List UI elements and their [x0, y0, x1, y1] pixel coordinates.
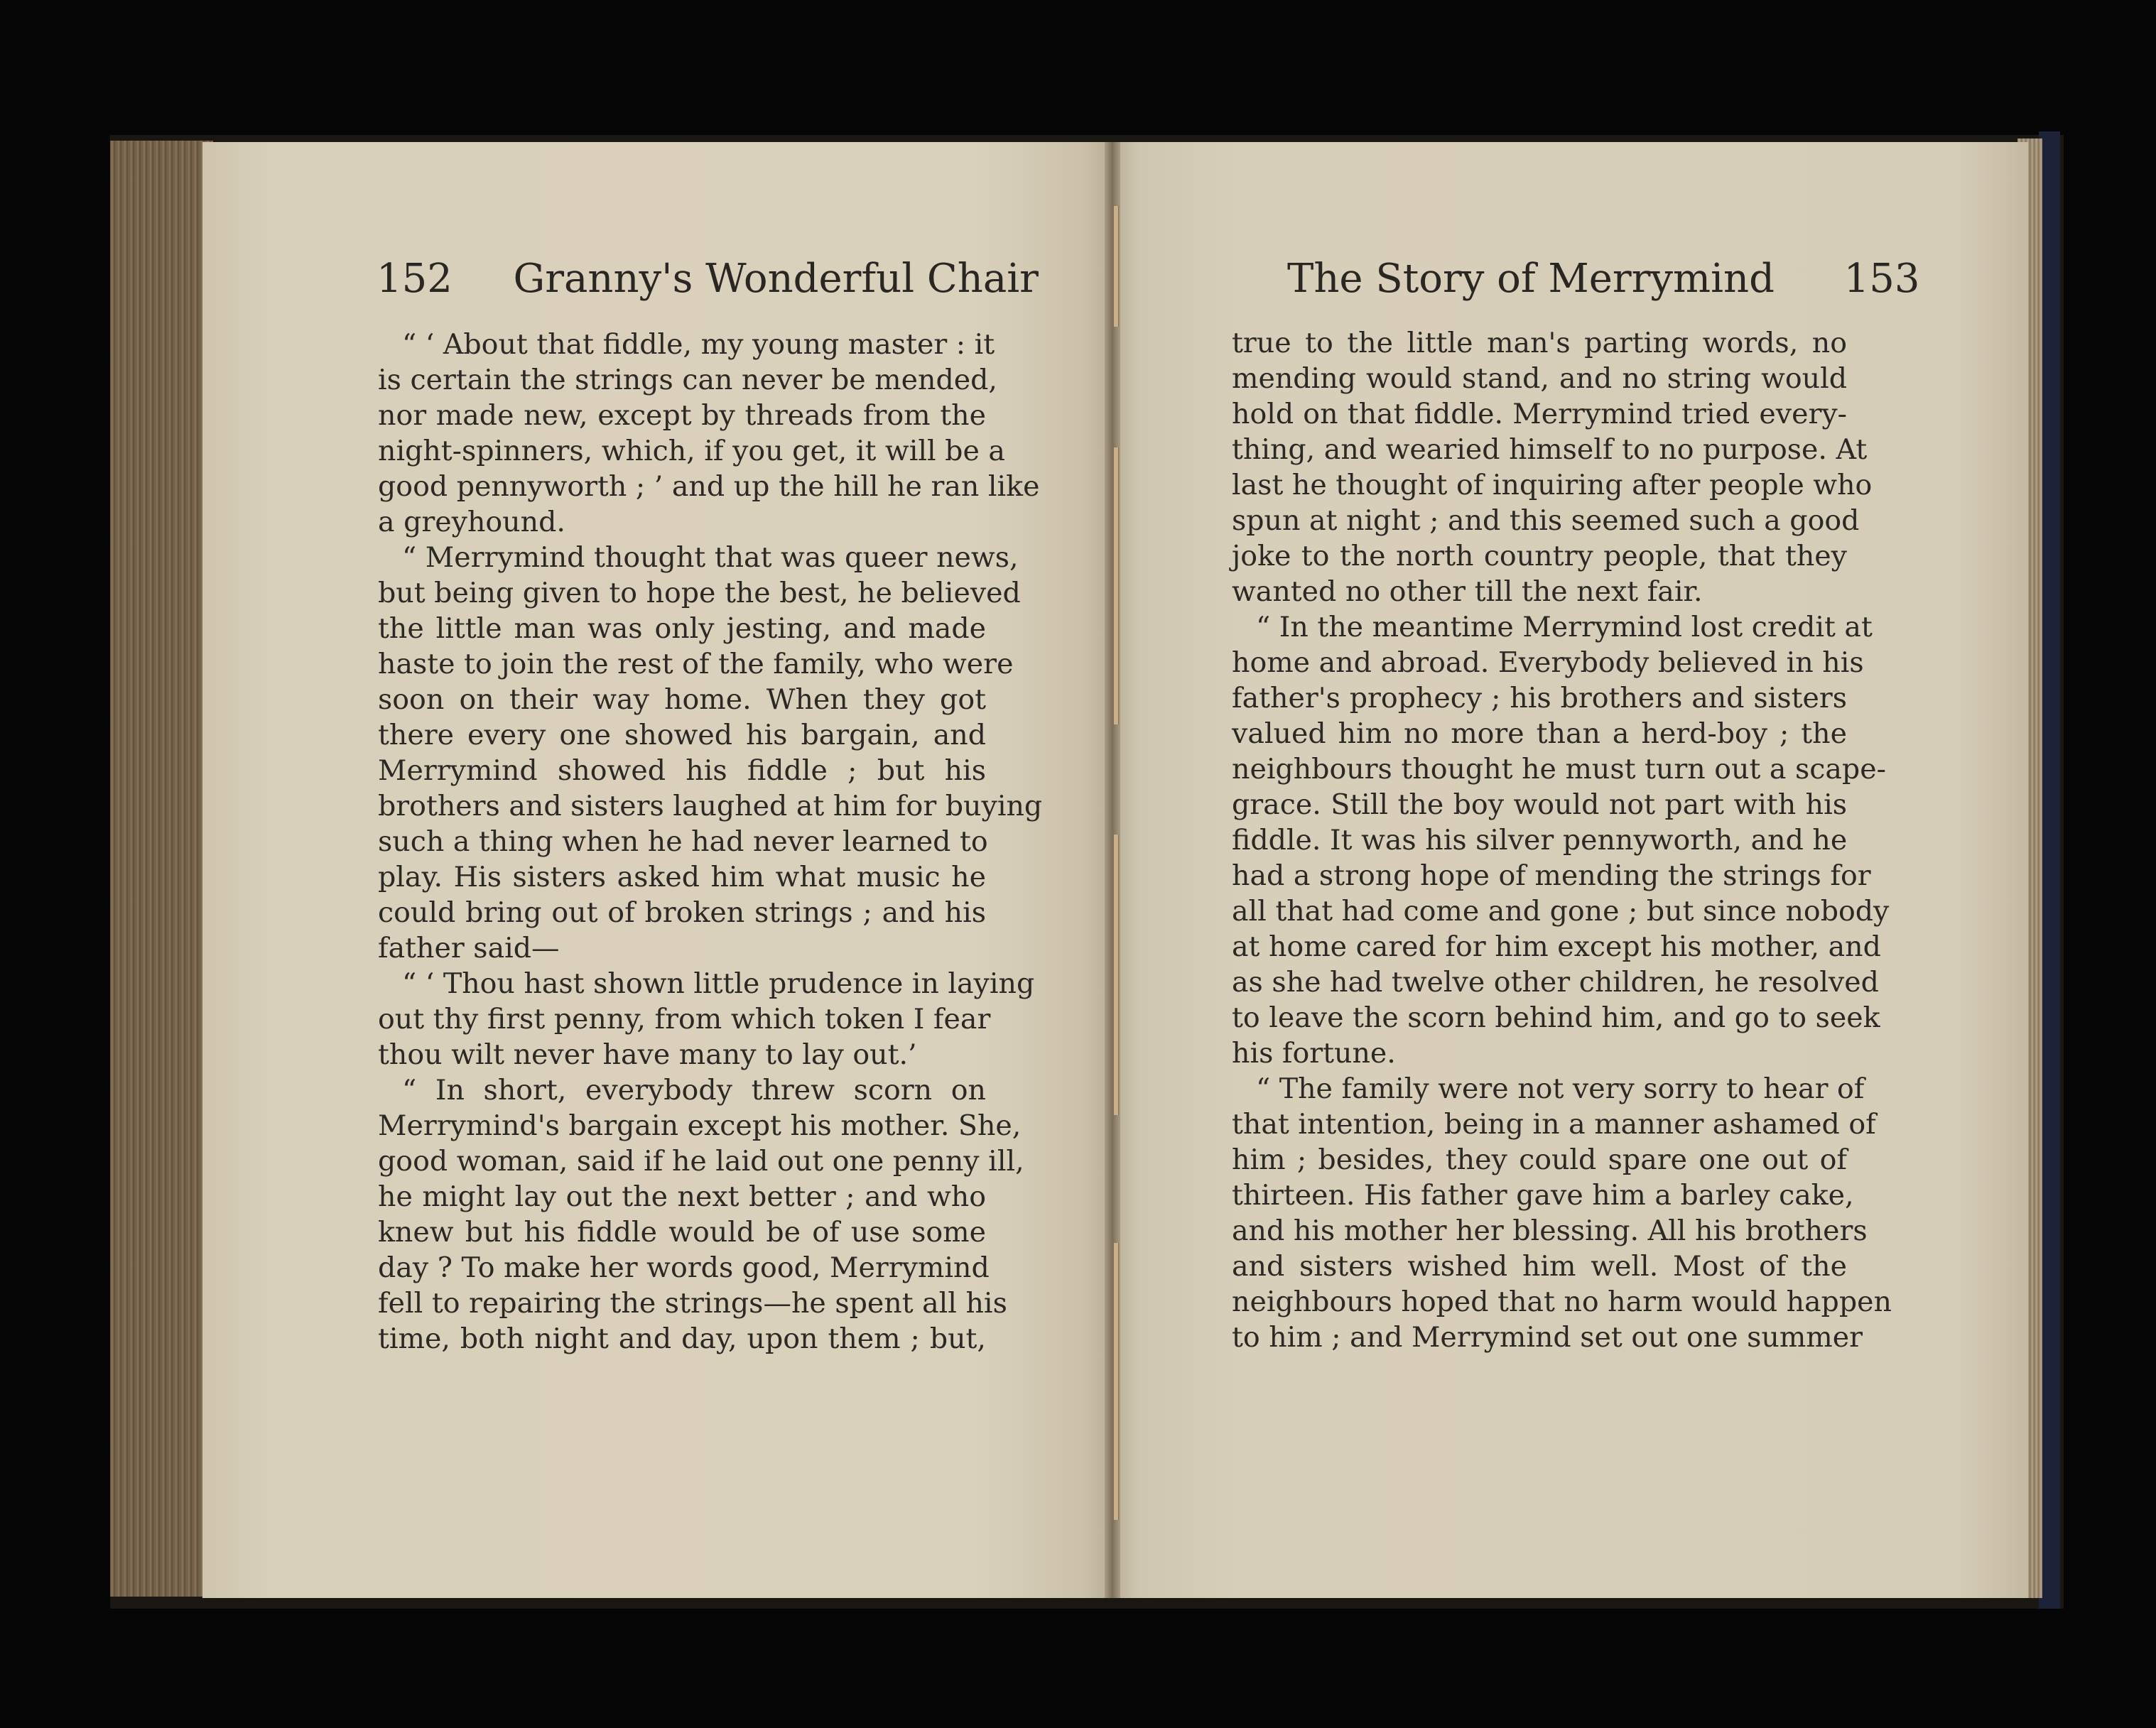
page-number: 152	[377, 256, 453, 302]
text-line: thirteen. His father gave him a barley cake,	[1232, 1179, 1854, 1212]
text-line: neighbours hoped that no harm would happen	[1232, 1286, 1892, 1318]
text-line: soon on their way home. When they got	[378, 683, 986, 716]
binding-thread	[1113, 206, 1119, 327]
text-line: hold on that fiddle. Merrymind tried every-	[1232, 398, 1847, 430]
text-line: father's prophecy ; his brothers and sisters	[1232, 682, 1847, 714]
text-line: haste to join the rest of the family, who were	[378, 648, 1014, 680]
text-line: neighbours thought he must turn out a scape-	[1232, 753, 1886, 786]
text-line: joke to the north country people, that they	[1232, 540, 1847, 572]
text-line: time, both night and day, upon them ; but,	[378, 1322, 986, 1355]
text-line: “ In the meantime Merrymind lost credit at	[1256, 611, 1873, 643]
text-line: night-spinners, which, if you get, it will be a	[378, 435, 1005, 467]
text-line: valued him no more than a herd-boy ; the	[1232, 717, 1847, 750]
text-line: his fortune.	[1232, 1037, 1396, 1070]
text-line: Merrymind showed his fiddle ; but his	[378, 754, 986, 787]
text-line: nor made new, except by threads from the	[378, 399, 986, 432]
text-line: and his mother her blessing. All his brothers	[1232, 1215, 1868, 1247]
text-line: Merrymind's bargain except his mother. She,	[378, 1109, 1022, 1142]
text-line: wanted no other till the next fair.	[1232, 575, 1703, 608]
text-line: he might lay out the next better ; and who	[378, 1180, 986, 1213]
right-page-header	[1287, 256, 1920, 302]
text-line: him ; besides, they could spare one out of	[1232, 1143, 1847, 1176]
text-line: knew but his fiddle would be of use some	[378, 1216, 986, 1249]
text-line: father said—	[378, 932, 560, 964]
text-line: could bring out of broken strings ; and his	[378, 896, 986, 929]
running-head: The Story of Merrymind	[1287, 256, 1775, 302]
left-page-header	[377, 256, 1039, 302]
text-line: there every one showed his bargain, and	[378, 719, 986, 751]
page-number: 153	[1843, 256, 1920, 302]
text-line: true to the little man's parting words, no	[1232, 327, 1847, 359]
text-line: as she had twelve other children, he resolved	[1232, 966, 1879, 999]
text-line: out thy first penny, from which token I fear	[378, 1003, 991, 1036]
running-head: Granny's Wonderful Chair	[513, 256, 1039, 302]
text-line: a greyhound.	[378, 506, 565, 538]
text-line: “ Merrymind thought that was queer news,	[402, 541, 1019, 574]
binding-thread	[1113, 447, 1119, 724]
text-line: mending would stand, and no string would	[1232, 362, 1847, 395]
text-line: to leave the scorn behind him, and go to seek	[1232, 1001, 1880, 1034]
text-line: play. His sisters asked him what music he	[378, 861, 986, 893]
text-line: the little man was only jesting, and made	[378, 612, 986, 645]
text-line: “ In short, everybody threw scorn on	[402, 1074, 986, 1107]
text-line: at home cared for him except his mother, and	[1232, 930, 1881, 963]
text-line: had a strong hope of mending the strings for	[1232, 859, 1871, 892]
text-line: to him ; and Merrymind set out one summer	[1232, 1321, 1863, 1354]
text-line: but being given to hope the best, he believed	[378, 577, 1021, 609]
text-line: all that had come and gone ; but since nobody	[1232, 895, 1890, 928]
text-line: good pennyworth ; ’ and up the hill he ran like	[378, 470, 1040, 503]
text-line: that intention, being in a manner ashamed of	[1232, 1108, 1876, 1141]
text-line: home and abroad. Everybody believed in his	[1232, 646, 1864, 679]
text-line: “ ‘ About that fiddle, my young master : it	[402, 328, 995, 361]
binding-thread	[1113, 835, 1119, 1115]
text-line: such a thing when he had never learned to	[378, 825, 988, 858]
text-line: good woman, said if he laid out one penny ill,	[378, 1145, 1024, 1178]
binding-thread	[1113, 1243, 1119, 1520]
text-line: thing, and wearied himself to no purpose. At	[1232, 433, 1868, 466]
text-line: grace. Still the boy would not part with his	[1232, 788, 1847, 821]
text-line: brothers and sisters laughed at him for buying	[378, 790, 1043, 822]
left-body-text	[378, 327, 1043, 1357]
page-edges-left	[110, 141, 213, 1597]
text-line: day ? To make her words good, Merrymind	[378, 1251, 990, 1284]
text-line: last he thought of inquiring after people who	[1232, 469, 1873, 501]
text-line: thou wilt never have many to lay out.’	[378, 1038, 917, 1071]
right-body-text	[1232, 325, 1892, 1355]
text-line: spun at night ; and this seemed such a good	[1232, 504, 1860, 537]
text-line: “ ‘ Thou hast shown little prudence in laying	[402, 967, 1035, 1000]
text-line: fiddle. It was his silver pennyworth, and he	[1232, 824, 1848, 857]
text-line: is certain the strings can never be mended,	[378, 364, 997, 396]
text-line: fell to repairing the strings—he spent all his	[378, 1287, 1007, 1320]
text-line: and sisters wished him well. Most of the	[1232, 1250, 1847, 1283]
text-line: “ The family were not very sorry to hear of	[1256, 1072, 1865, 1105]
